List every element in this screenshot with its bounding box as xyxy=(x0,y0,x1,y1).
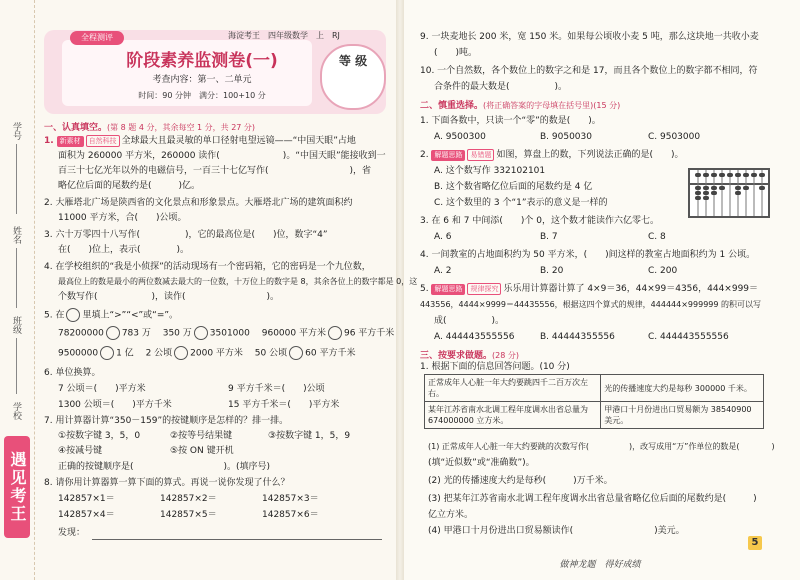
question-line: 4. 一间教室的占地面积约为 50 平方米，( )间这样的教室占地面积约为 1 公顷。 xyxy=(420,250,756,260)
option[interactable]: A. 6 xyxy=(434,232,452,242)
question-line: 443556，4444×9999＝44435556，根据这四个算式的规律，444444×999999 的积可以写 xyxy=(420,300,762,309)
question-line: 1. 新素材 自然科技 全球最大且最灵敏的单口径射电望远镜——“中国天眼”占地 xyxy=(44,136,356,146)
question-line: 合条件的最大数是( )。 xyxy=(434,82,568,92)
unit-row: 7 公顷＝( )平方米 xyxy=(58,384,146,394)
tag-label: 解题思路 xyxy=(431,150,465,161)
question-line: 2. 解题思路 易错题 如图，算盘上的数，下列说法正确的是( )。 xyxy=(420,150,684,160)
section-title: 一、认真填空。(第 8 题 4 分，其余每空 1 分，共 27 分) xyxy=(44,123,256,133)
margin-label-school: 学校 xyxy=(11,402,21,420)
question-line: 百三十七亿光年以外的电磁信号，一百三十七亿写作( )，省 xyxy=(58,166,372,176)
margin-line xyxy=(16,338,17,394)
discovery-line: 发现： xyxy=(58,528,86,538)
section-note: (28 分) xyxy=(492,351,519,360)
compare-row: 9500000 1 亿 2 公顷 2000 平方米 50 公顷 60 平方千米 xyxy=(58,346,355,361)
calc-item: 142857×2＝ xyxy=(160,494,217,504)
calc-item: 142857×4＝ xyxy=(58,510,115,520)
calc-item: 142857×5＝ xyxy=(160,510,217,520)
info-table xyxy=(424,374,764,429)
question-line: 略亿位后面的尾数约是( )亿。 xyxy=(58,181,201,191)
exam-time-score: 时间：90 分钟 满分：100+10 分 xyxy=(138,91,266,100)
option[interactable]: B. 7 xyxy=(540,232,558,242)
option[interactable]: C. 9503000 xyxy=(648,132,701,142)
compare-circle[interactable] xyxy=(194,326,208,340)
section-note: (第 8 题 4 分，其余每空 1 分，共 27 分) xyxy=(107,123,256,132)
unit-row: 9 平方千米＝( )公顷 xyxy=(228,384,325,394)
page-title: 阶段素养监测卷(一) xyxy=(126,51,278,71)
option[interactable]: A. 9500300 xyxy=(434,132,486,142)
key-step: ④按减号键 xyxy=(58,446,103,456)
compare-circle[interactable] xyxy=(174,346,188,360)
question-line: 1. 下面各数中，只读一个“零”的数是( )。 xyxy=(420,116,601,126)
margin-label-class: 班级 xyxy=(11,316,21,334)
option[interactable]: B. 20 xyxy=(540,266,564,276)
question-line: 亿立方米。 xyxy=(428,510,474,520)
question-line: 11000 平方米，合( )公顷。 xyxy=(58,213,187,223)
grade-label: 等 级 xyxy=(338,54,368,68)
question-line: 3. 在 6 和 7 中间添( )个 0，这个数才能读作六亿零七。 xyxy=(420,216,659,226)
option[interactable]: B. 9050030 xyxy=(540,132,592,142)
option[interactable]: C. 8 xyxy=(648,232,666,242)
series-ribbon: 全程测评 xyxy=(70,31,124,45)
abacus-figure xyxy=(688,168,770,218)
question-line: 3. 六十万零四十八写作( )，它的最高位是( )位，数字“4” xyxy=(44,230,328,240)
question-line: (1) 正常成年人心脏一年大约要跳的次数写作( )，改写成用“万”作单位的数是( ) xyxy=(428,442,775,451)
margin-line xyxy=(16,248,17,308)
question-line: 10. 一个自然数，各个数位上的数字之和是 17，而且各个数位上的数字都不相同，符 xyxy=(420,66,758,76)
key-step: ⑤按 ON 键开机 xyxy=(170,446,234,456)
table-cell: 正常成年人心脏一年大约要跳四千二百万次左右。 xyxy=(425,375,601,402)
table-row xyxy=(425,402,764,429)
question-line: 个数写作( )，读作( )。 xyxy=(58,292,280,302)
page-number: 5 xyxy=(748,536,762,550)
section-title: 三、按要求做题。(28 分) xyxy=(420,351,519,361)
question-line: (3) 把某年江苏省南水北调工程年度调水出省总量省略亿位后面的尾数约是( ) xyxy=(428,494,757,504)
unit-row: 15 平方千米＝( )平方米 xyxy=(228,400,340,410)
question-line: 在( )位上，表示( )。 xyxy=(58,245,190,255)
tag-label: 新素材 xyxy=(57,136,84,147)
question-line: 1. 根据下面的信息回答问题。(10 分) xyxy=(420,362,570,372)
question-line: 5. 解题思路 规律探究 乐乐用计算器计算了 4×9＝36，44×99＝4356，444×999＝ xyxy=(420,284,759,294)
table-cell: 光的传播速度大约是每秒 300000 千米。 xyxy=(601,375,764,402)
brand-side-badge: 遇见考王 xyxy=(4,436,30,538)
answer-circle[interactable] xyxy=(66,308,80,322)
table-cell: 甲港口十月份进出口贸易额为 38540900 美元。 xyxy=(601,402,764,429)
question-line: (填“近似数”或“准确数”)。 xyxy=(428,458,535,468)
question-line: 8. 请你用计算器算一算下面的算式。再说一说你发现了什么？ xyxy=(44,478,290,488)
option[interactable]: B. 这个数省略亿位后面的尾数约是 4 亿 xyxy=(434,182,593,192)
option[interactable]: C. 这个数里的 3 个“1”表示的意义是一样的 xyxy=(434,198,608,208)
exam-scope: 考查内容：第一、二单元 xyxy=(152,75,252,85)
margin-label-student-id: 学号 xyxy=(11,122,21,140)
key-step: ②按等号结果键 xyxy=(170,431,233,441)
tag-label: 解题思路 xyxy=(431,284,465,295)
question-line: ( )吨。 xyxy=(434,48,478,58)
option[interactable]: A. 444443555556 xyxy=(434,332,515,342)
page-footer: 做神龙题 得好成绩 xyxy=(559,560,641,570)
book-meta: 海淀考王 四年级数学 上 RJ xyxy=(228,31,340,40)
calc-item: 142857×6＝ xyxy=(262,510,319,520)
compare-row: 78200000 783 万 350 万 3501000 960000 平方米 96 平方千米 xyxy=(58,326,394,341)
unit-row: 1300 公顷＝( )平方千米 xyxy=(58,400,172,410)
question-line: 5. 在 里填上“>”“<”或“=”。 xyxy=(44,308,178,323)
table-row xyxy=(425,375,764,402)
compare-circle[interactable] xyxy=(289,346,303,360)
option[interactable]: C. 200 xyxy=(648,266,678,276)
key-step: ①按数字键 3，5，0 xyxy=(58,431,141,441)
question-line: 7. 用计算器计算“350－159”的按键顺序是怎样的？排一排。 xyxy=(44,416,289,426)
option[interactable]: A. 这个数写作 332102101 xyxy=(434,166,546,176)
section-note: (将正确答案的字母填在括号里)(15 分) xyxy=(483,101,621,110)
abacus-icon xyxy=(690,170,768,216)
question-line: 成( )。 xyxy=(434,316,505,326)
tag-label: 自然科技 xyxy=(86,135,120,147)
margin-line xyxy=(16,144,17,214)
key-step: ③按数字键 1，5，9 xyxy=(268,431,351,441)
calc-item: 142857×1＝ xyxy=(58,494,115,504)
question-line: 正确的按键顺序是( )。(填序号) xyxy=(58,462,271,472)
compare-circle[interactable] xyxy=(106,326,120,340)
section-title: 二、慎重选择。(将正确答案的字母填在括号里)(15 分) xyxy=(420,101,621,111)
question-line: 2. 大雁塔北广场是陕西省的文化景点和形象景点。大雁塔北广场的建筑面积约 xyxy=(44,198,353,208)
answer-underline xyxy=(92,539,382,540)
option[interactable]: B. 44444355556 xyxy=(540,332,615,342)
tag-label: 易错题 xyxy=(467,149,494,161)
compare-circle[interactable] xyxy=(328,326,342,340)
option[interactable]: C. 444443555556 xyxy=(648,332,729,342)
question-line: 6. 单位换算。 xyxy=(44,368,101,378)
question-line: 4. 在学校组织的“我是小侦探”的活动现场有一个密码箱，它的密码是一个九位数， xyxy=(44,262,371,272)
compare-circle[interactable] xyxy=(100,346,114,360)
calc-item: 142857×3＝ xyxy=(262,494,319,504)
option[interactable]: A. 2 xyxy=(434,266,452,276)
tag-label: 规律探究 xyxy=(467,283,501,295)
question-line: 面积为 260000 平方米，260000 读作( )。“中国天眼”能接收到一 xyxy=(58,151,386,161)
question-line: (2) 光的传播速度大约是每秒( )万千米。 xyxy=(428,476,613,486)
margin-label-name: 姓名 xyxy=(11,226,21,244)
question-line: (4) 甲港口十月份进出口贸易额读作( )美元。 xyxy=(428,526,685,536)
question-line: 9. 一块麦地长 200 米，宽 150 米。如果每公顷收小麦 5 吨，那么这块地一共收小麦 xyxy=(420,32,759,42)
table-cell: 某年江苏省南水北调工程年度调水出省总量为 674000000 立方米。 xyxy=(425,402,601,429)
question-line: 最高位上的数是最小的两位数减去最大的一位数，十万位上的数字是 8，其余各位上的数字都是 0，这 xyxy=(58,277,418,286)
book-spine xyxy=(396,0,404,580)
grade-box xyxy=(320,44,386,110)
